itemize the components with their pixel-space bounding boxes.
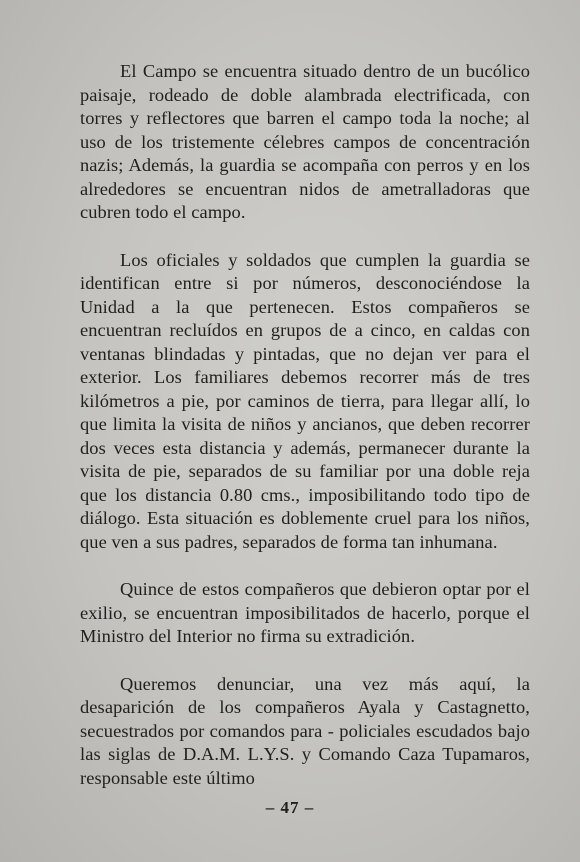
paragraph-camp-description: El Campo se encuentra situado dentro de un bucólico paisaje, rodeado de doble alambrada electrificada, con torres y reflectores que barren el campo toda la noche; al uso de los tristemente célebres campos de concentración nazis; Además, la guardia se acompaña con perros y en los alrededores se encuentran nidos de ametralladoras que cubren todo el campo. (80, 61, 530, 222)
page-number: – 47 – (265, 798, 315, 817)
paragraph-exile: Quince de estos compañeros que debieron optar por el exilio, se encuentran imposibilitados de hacerlo, porque el Ministro del Interior no firma su extradición. (80, 579, 530, 646)
body-text (80, 60, 530, 814)
paragraph-guards-and-visits: Los oficiales y soldados que cumplen la guardia se identifican entre si por números, desconociéndose la Unidad a la que pertenecen. Estos compañeros se encuentran recluídos en grupos de a cinco, en caldas con ventanas blindadas y pintadas, que no dejan ver para el exterior. Los familiares debemos recorrer más de tres kilómetros a pie, por caminos de tierra, para llegar allí, lo que limita la visita de niños y ancianos, que deben recorrer dos veces esta distancia y además, permanecer durante la visita de pie, separados de su familiar por una doble reja que los distancia 0.80 cms., imposibilitando todo tipo de diálogo. Esta situación es doblemente cruel para los niños, que ven a sus padres, separados de forma tan inhumana. (80, 249, 530, 552)
paragraph-disappearance: Queremos denunciar, una vez más aquí, la desaparición de los compañeros Ayala y Castagnetto, secuestrados por comandos para - policiales escudados bajo las siglas de D.A.M. L.Y.S. y Comando Caza Tupamaros, responsable este último (80, 673, 530, 788)
